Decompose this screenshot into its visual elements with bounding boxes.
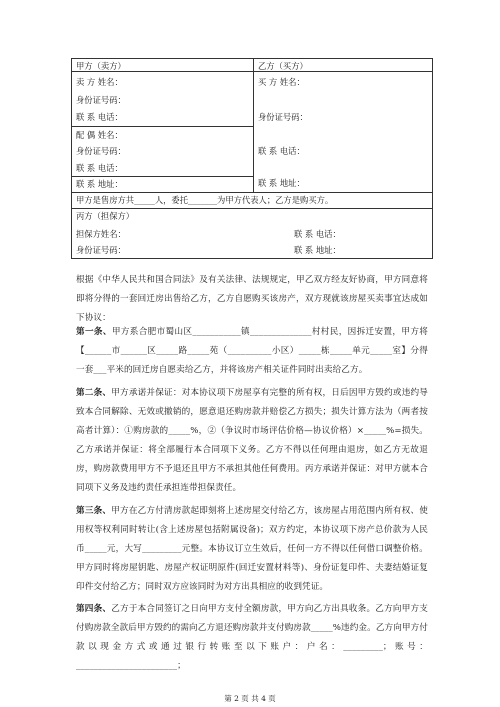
party-info-table — [71, 58, 433, 259]
article-2-title: 第二条、 — [76, 388, 112, 398]
article-2-text: 甲方承诺并保证：对本协议项下房屋享有完整的所有权，日后因甲方毁约或违约导致本合同解除、无效或撤销的，愿意退还购房款并赔偿乙方损失；损失计算方法为（两者按高者计算）：①购房款的_____%，②（争议时市场评估价格—协议价格）×_____%=损失。乙方承诺并保证：将全部履行本合同项下义务。乙方不得以任何理由退房，如乙方无故退房，购房款费用甲方不予退还且甲方不承担其他任何费用。丙方承诺并保证：对甲方就本合同项下义务及违约责任承担连带担保责任。 — [76, 388, 428, 493]
seller-name-label: 卖 方 姓名： — [76, 77, 123, 87]
table-rule — [72, 126, 253, 127]
article-1-title: 第一条、 — [76, 327, 112, 337]
intro-paragraph — [76, 271, 428, 328]
article-4-title: 第四条、 — [76, 604, 112, 614]
table-rule — [72, 192, 432, 193]
guarantor-id-label: 身份证号码： — [76, 245, 126, 255]
buyer-phone-label: 联 系 电话： — [258, 146, 305, 156]
buyer-name-label: 买 方 姓名： — [258, 77, 305, 87]
article-4 — [76, 600, 428, 676]
table-rule — [253, 59, 254, 192]
article-2 — [76, 384, 428, 498]
article-3-title: 第三条、 — [76, 506, 112, 516]
page-number: 第 2 页 共 4 页 — [224, 694, 276, 703]
party-b-header: 乙方（买方） — [258, 61, 308, 71]
spouse-id-label: 身份证号码： — [76, 146, 126, 156]
seller-address-label: 联 系 地址： — [76, 179, 123, 189]
guarantor-address-label: 联 系 地址： — [294, 245, 341, 255]
guarantor-phone-label: 联 系 电话： — [294, 229, 341, 239]
article-3 — [76, 502, 428, 597]
intro-text: 根据《中华人民共和国合同法》及有关法律、法规规定，甲乙双方经友好协商，甲方同意将即将分得的一套回迁房出售给乙方，乙方自愿购买该房产，双方现就该房屋买卖事宜达成如下协议： — [76, 275, 428, 323]
party-a-header: 甲方（卖方） — [76, 61, 126, 71]
guarantor-header: 丙方（担保方） — [76, 211, 135, 221]
entrust-row: 甲方是售房方共_____人，委托_______为甲方代表人；乙方是购买方。 — [76, 195, 334, 205]
spouse-phone-label: 联 系 电话： — [76, 163, 123, 173]
article-1 — [76, 323, 428, 380]
spouse-name-label: 配 偶 姓名： — [76, 130, 123, 140]
table-rule — [72, 176, 253, 177]
seller-phone-label: 联 系 电话： — [76, 112, 123, 122]
buyer-id-label: 身份证号码： — [258, 112, 308, 122]
article-4-text: 乙方于本合同签订之日向甲方支付全额房款，甲方向乙方出具收条。乙方向甲方支付购房款全款后甲方毁约的需向乙方退还购房款并支付购房款_____%违约金。乙方向甲方付款以现金方式或通过银行转账至以下账户：户名：_________；账号：_______________________； — [76, 604, 428, 671]
article-3-text: 甲方在乙方付清房款起即刻将上述房屋交付给乙方，该房屋占用范围内所有权、使用权等权利同时转让(含上述房屋包括附属设备)；双方约定，本协议项下房产总价款为人民币_____元，大写_________元整。本协议订立生效后，任何一方不得以任何借口调整价格。甲方同时将房屋钥匙、房屋产权证明原件(回迁安置材料等)、身份证复印件、夫妻结婚证复印件交付给乙方；同时双方应该同时为对方出具相应的收到凭证。 — [76, 506, 428, 592]
table-rule — [72, 71, 432, 72]
table-rule — [72, 208, 432, 209]
guarantor-name-label: 担保方姓名： — [76, 229, 126, 239]
buyer-address-label: 联 系 地址： — [258, 178, 305, 188]
seller-id-label: 身份证号码： — [76, 95, 126, 105]
article-1-text: 甲方系合肥市蜀山区___________镇______________村村民，因拆迁安置，甲方将【______市______区_____路_____苑（__________小区）_____栋_____单元_____室】分得一套___平米的回迁房自愿卖给乙方，并将该房产相关证件同时出卖给乙方。 — [76, 327, 428, 375]
